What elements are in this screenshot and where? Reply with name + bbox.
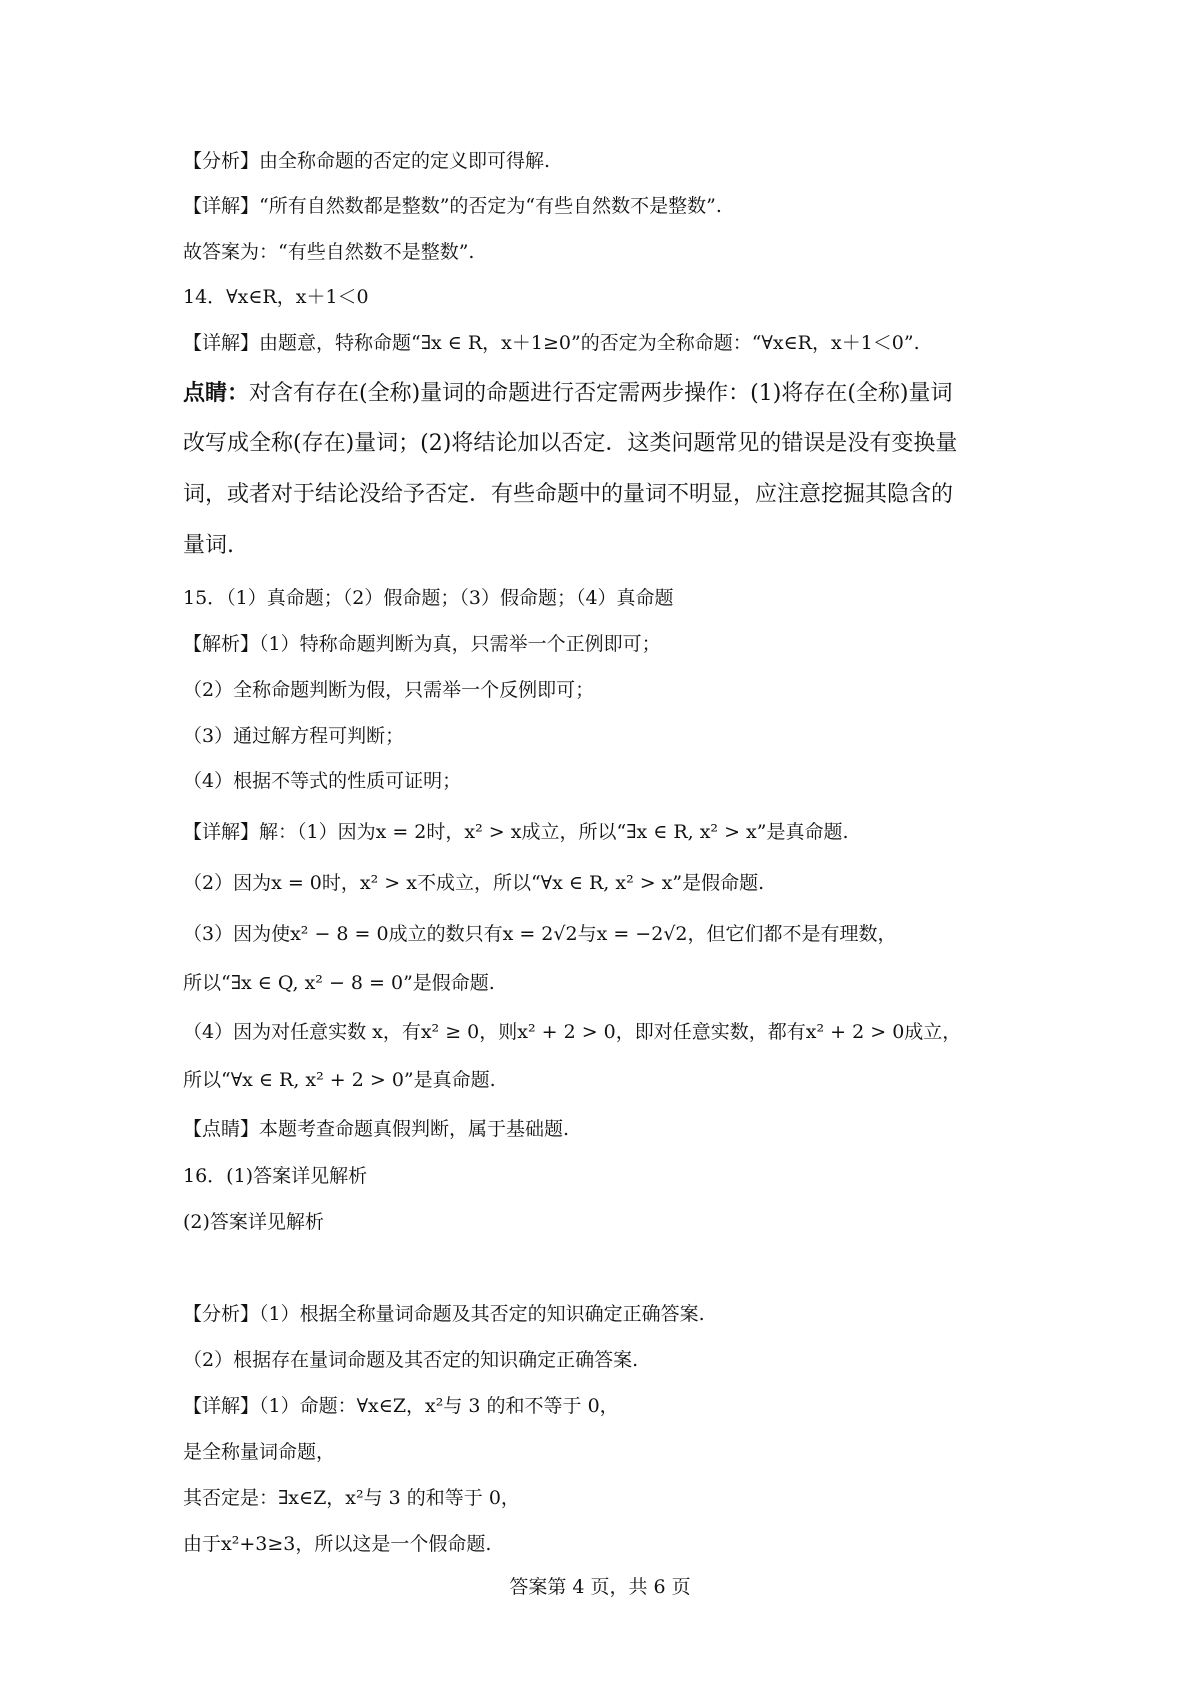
answer-number: 15．（1）真命题；（2）假命题；（3）假命题；（4）真命题	[183, 587, 674, 609]
text-line: 【分析】（1）根据全称量词命题及其否定的知识确定正确答案.	[183, 1303, 705, 1325]
comment-text: 对含有存在(全称)量词的命题进行否定需两步操作：(1)将存在(全称)量词	[249, 381, 953, 406]
text-line: 所以“∃x ∈ Q, x² − 8 = 0”是假命题.	[183, 972, 495, 994]
text-line: （2）根据存在量词命题及其否定的知识确定正确答案.	[183, 1349, 639, 1371]
text-line: （3）通过解方程可判断；	[183, 725, 405, 747]
comment-label: 点睛：	[183, 380, 250, 406]
answer-number: 16．(1)答案详见解析	[183, 1165, 368, 1187]
text-line: 【解析】（1）特称命题判断为真，只需举一个正例即可；	[183, 633, 661, 655]
text-line: 所以“∀x ∈ R, x² + 2 > 0”是真命题.	[183, 1069, 496, 1091]
text-line: 故答案为：“有些自然数不是整数”.	[183, 241, 475, 263]
text-line: 其否定是：∃x∈Z，x²与 3 的和等于 0，	[183, 1487, 520, 1509]
comment-paragraph	[183, 377, 953, 410]
page-footer: 答案第 4 页，共 6 页	[509, 1576, 691, 1598]
text-line: （2）全称命题判断为假，只需举一个反例即可；	[183, 679, 595, 701]
text-line: 【详解】“所有自然数都是整数”的否定为“有些自然数不是整数”.	[183, 195, 722, 217]
text-line: (2)答案详见解析	[183, 1211, 324, 1233]
text-line: 由于x²+3≥3，所以这是一个假命题.	[183, 1533, 492, 1555]
text-line: 是全称量词命题，	[183, 1441, 336, 1463]
text-line: 【详解】（1）命题：∀x∈Z，x²与 3 的和不等于 0，	[183, 1395, 619, 1417]
text-line: 【点睛】本题考查命题真假判断，属于基础题.	[183, 1118, 570, 1140]
text-line: （4）因为对任意实数 x，有x² ≥ 0，则x² + 2 > 0，即对任意实数，都有x² + 2 > 0成立，	[183, 1021, 962, 1043]
text-line: （2）因为x = 0时，x² > x不成立，所以“∀x ∈ R, x² > x”是假命题.	[183, 872, 765, 894]
text-line: 改写成全称(存在)量词；(2)将结论加以否定．这类问题常见的错误是没有变换量	[183, 431, 958, 456]
text-line: 量词.	[183, 533, 234, 558]
text-line: （3）因为使x² − 8 = 0成立的数只有x = 2√2与x = −2√2，但它们都不是有理数，	[183, 923, 897, 945]
text-line: 【详解】由题意，特称命题“∃x ∈ R，x＋1≥0”的否定为全称命题：“∀x∈R，x＋1＜0”.	[183, 332, 920, 354]
text-line: 【详解】解：（1）因为x = 2时，x² > x成立，所以“∃x ∈ R, x² > x”是真命题.	[183, 821, 849, 843]
text-line: 词，或者对于结论没给予否定．有些命题中的量词不明显，应注意挖掘其隐含的	[183, 482, 954, 507]
answer-number: 14．∀x∈R，x＋1＜0	[183, 286, 369, 308]
text-line: 【分析】由全称命题的否定的定义即可得解.	[183, 150, 551, 172]
text-line: （4）根据不等式的性质可证明；	[183, 770, 462, 792]
